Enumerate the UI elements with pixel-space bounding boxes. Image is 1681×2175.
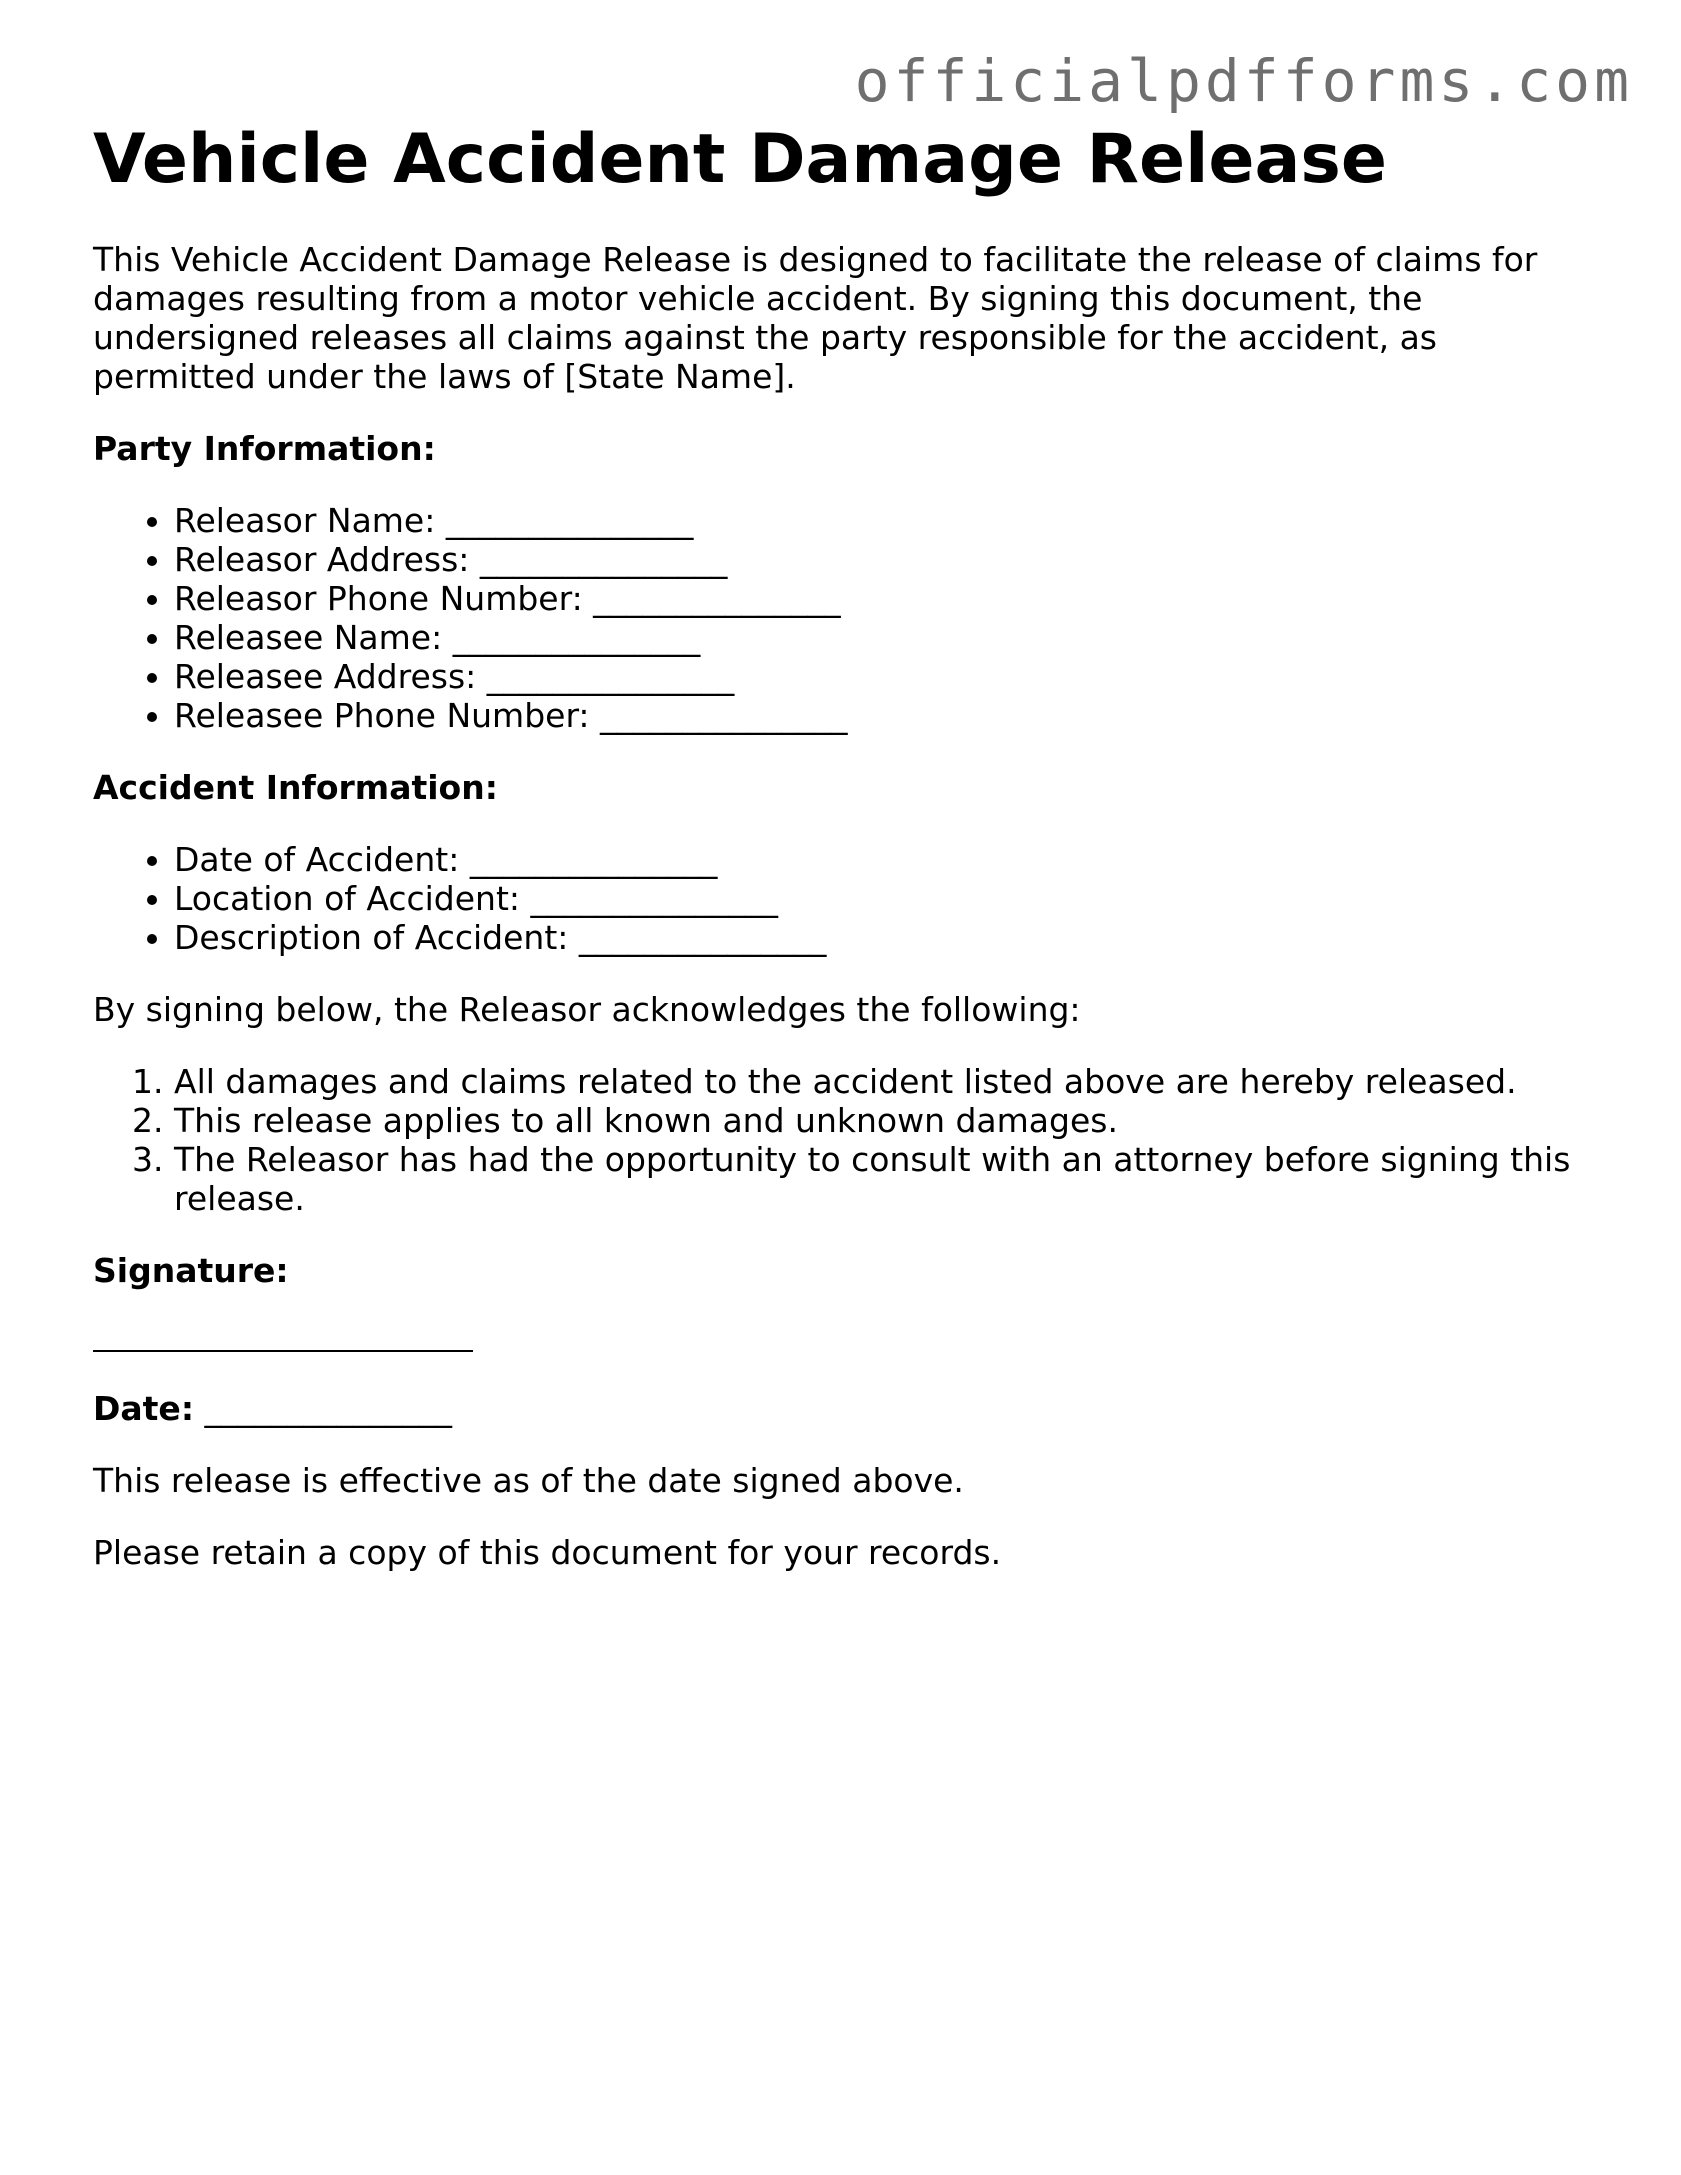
releasee-name-field[interactable]: • Releasee Name: _______________ [174, 618, 1593, 657]
document-title: Vehicle Accident Damage Release [93, 120, 1388, 199]
date-label: Date: [93, 1389, 195, 1428]
signature-line[interactable] [93, 1350, 473, 1352]
document-page [93, 120, 1593, 1605]
acknowledgement-list [93, 1062, 1593, 1218]
retain-notice: Please retain a copy of this document for your records. [93, 1533, 1002, 1572]
effective-statement: This release is effective as of the date signed above. [93, 1461, 964, 1500]
accident-information-heading: Accident Information: [93, 768, 498, 807]
party-information-heading: Party Information: [93, 429, 436, 468]
releasor-phone-field[interactable]: • Releasor Phone Number: _______________ [174, 579, 1593, 618]
acknowledgement-item: 3. The Releasor has had the opportunity to consult with an attorney before signing this release. [174, 1140, 1593, 1218]
acknowledgement-item: 2. This release applies to all known and unknown damages. [174, 1101, 1593, 1140]
accident-information-list [93, 840, 1593, 957]
intro-paragraph: This Vehicle Accident Damage Release is designed to facilitate the release of claims for damages resulting from a motor vehicle accident. By signing this document, the undersigned releases all claims against the party responsible for the accident, as permitted under the laws of [State Name]. [93, 240, 1538, 396]
accident-date-field[interactable]: • Date of Accident: _______________ [174, 840, 1593, 879]
accident-description-field[interactable]: • Description of Accident: _______________ [174, 918, 1593, 957]
releasor-name-field[interactable]: • Releasor Name: _______________ [174, 501, 1593, 540]
releasor-address-field[interactable]: • Releasor Address: _______________ [174, 540, 1593, 579]
acknowledgement-item: 1. All damages and claims related to the accident listed above are hereby released. [174, 1062, 1593, 1101]
date-blank[interactable]: _______________ [204, 1389, 453, 1428]
date-line[interactable] [93, 1389, 1593, 1428]
watermark-text: officialpdfforms.com [854, 47, 1633, 115]
releasee-address-field[interactable]: • Releasee Address: _______________ [174, 657, 1593, 696]
accident-location-field[interactable]: • Location of Accident: _______________ [174, 879, 1593, 918]
signature-heading: Signature: [93, 1251, 289, 1290]
acknowledgement-lead: By signing below, the Releasor acknowledges the following: [93, 990, 1081, 1029]
releasee-phone-field[interactable]: • Releasee Phone Number: _______________ [174, 696, 1593, 735]
party-information-list [93, 501, 1593, 735]
